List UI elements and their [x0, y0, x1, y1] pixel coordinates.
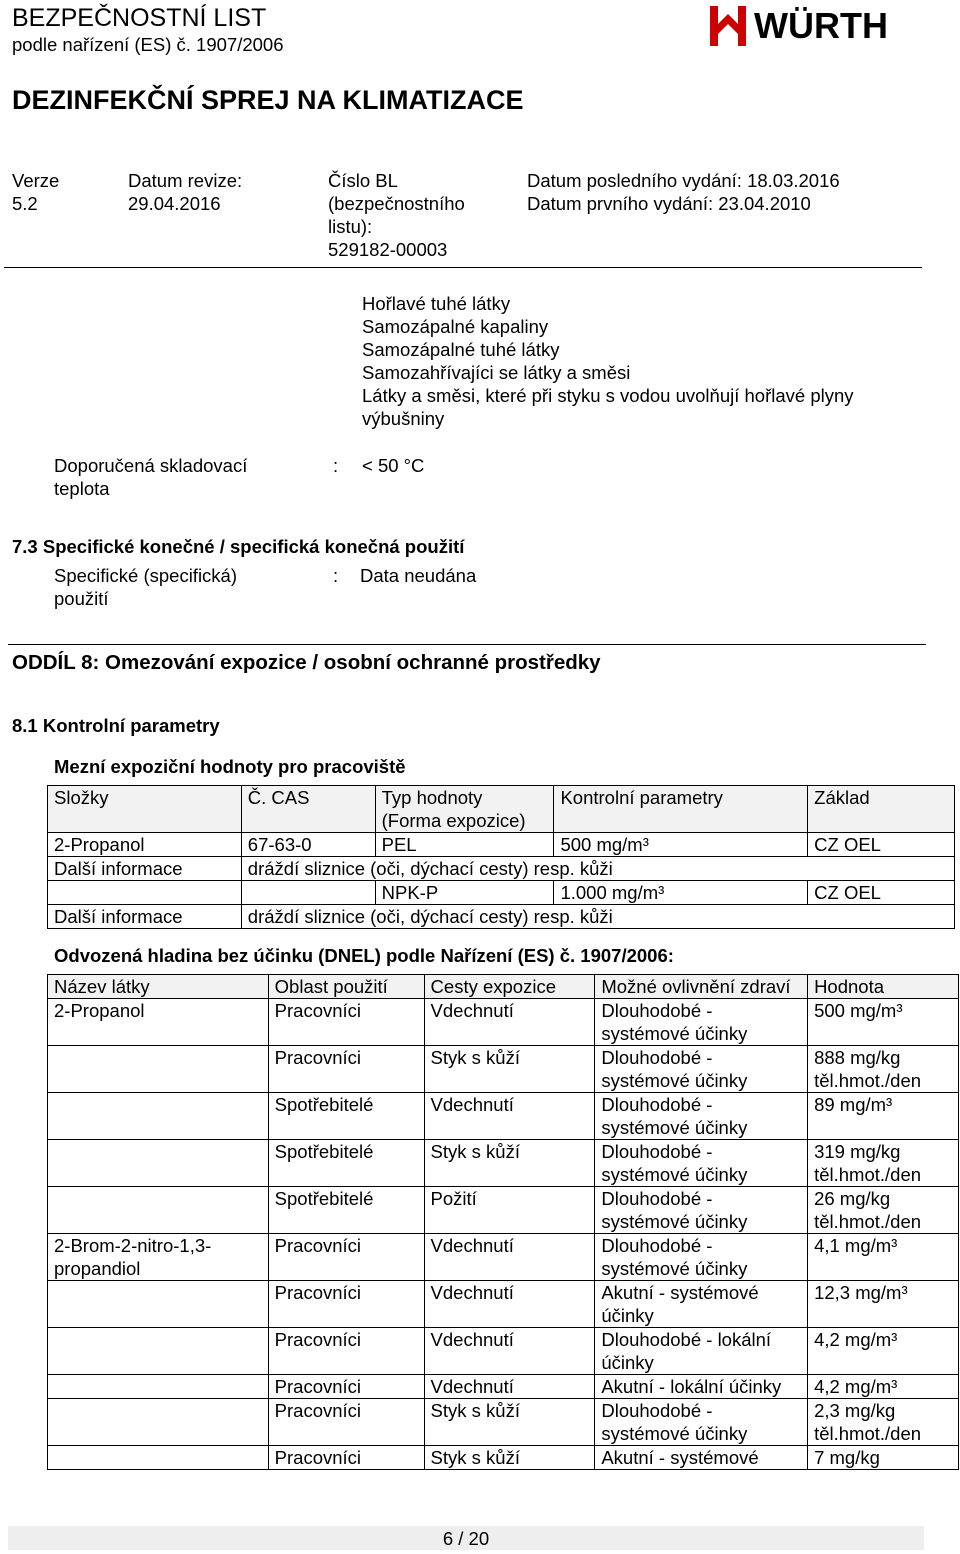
- dnel-body: [48, 999, 959, 1470]
- section-8-heading: ODDÍL 8: Omezování expozice / osobní ochranné prostředky: [12, 651, 601, 674]
- dnel-header-row: [48, 975, 959, 999]
- incompatible-item: Hořlavé tuhé látky: [362, 293, 511, 314]
- dnel-header-use: Oblast použití: [268, 975, 424, 999]
- dnel-route: Styk s kůží: [424, 1399, 595, 1446]
- revision-block: [128, 169, 242, 215]
- sds-number-line: (bezpečnostního: [328, 193, 465, 214]
- specific-use-label: [54, 564, 237, 610]
- dnel-route: Požití: [424, 1187, 595, 1234]
- dnel-substance: [48, 1187, 269, 1234]
- page-number: 6 / 20: [442, 1528, 490, 1549]
- dnel-value: 4,1 mg/m³: [808, 1234, 959, 1281]
- storage-temp-label-line: Doporučená skladovací: [54, 455, 248, 476]
- dnel-effect: Dlouhodobé - systémové účinky: [595, 1234, 808, 1281]
- dnel-row: [48, 999, 959, 1046]
- header-divider: [4, 267, 922, 268]
- dnel-substance: [48, 1140, 269, 1187]
- dnel-use: Pracovníci: [268, 1446, 424, 1470]
- dnel-value: 4,2 mg/m³: [808, 1328, 959, 1375]
- incompatible-item: Samozahřívajíci se látky a směsi: [362, 362, 631, 383]
- oel-cas: [241, 881, 375, 905]
- dnel-substance: [48, 1281, 269, 1328]
- dnel-effect: Dlouhodobé - systémové účinky: [595, 1093, 808, 1140]
- dnel-value: 888 mg/kg těl.hmot./den: [808, 1046, 959, 1093]
- dnel-substance: 2-Brom-2-nitro-1,3-propandiol: [48, 1234, 269, 1281]
- dnel-substance: [48, 1399, 269, 1446]
- storage-temp-label-line: teplota: [54, 478, 110, 499]
- incompatible-materials-list: [362, 292, 854, 430]
- dnel-value: 7 mg/kg: [808, 1446, 959, 1470]
- dnel-use: Pracovníci: [268, 1046, 424, 1093]
- dnel-effect: Dlouhodobé - systémové účinky: [595, 1140, 808, 1187]
- oel-type: PEL: [375, 833, 554, 857]
- product-name: DEZINFEKČNÍ SPREJ NA KLIMATIZACE: [12, 85, 524, 115]
- oel-row: [48, 833, 955, 857]
- oel-type: NPK-P: [375, 881, 554, 905]
- dnel-route: Vdechnutí: [424, 999, 595, 1046]
- dnel-substance: [48, 1328, 269, 1375]
- dnel-row: [48, 1399, 959, 1446]
- incompatible-item: Samozápalné tuhé látky: [362, 339, 560, 360]
- dnel-row: [48, 1187, 959, 1234]
- oel-cas: 67-63-0: [241, 833, 375, 857]
- last-issue-date: Datum posledního vydání: 18.03.2016: [527, 170, 840, 191]
- dnel-header-effect: Možné ovlivnění zdraví: [595, 975, 808, 999]
- oel-info-row: [48, 857, 955, 881]
- storage-temp-label: [54, 454, 247, 500]
- dnel-row: [48, 1234, 959, 1281]
- dnel-effect: Dlouhodobé - lokální účinky: [595, 1328, 808, 1375]
- dnel-value: 26 mg/kg těl.hmot./den: [808, 1187, 959, 1234]
- dnel-route: Styk s kůží: [424, 1446, 595, 1470]
- dnel-use: Spotřebitelé: [268, 1093, 424, 1140]
- dnel-heading: Odvozená hladina bez účinku (DNEL) podle Nařízení (ES) č. 1907/2006:: [54, 945, 674, 966]
- dnel-route: Vdechnutí: [424, 1375, 595, 1399]
- storage-temp-colon: :: [333, 455, 339, 476]
- dnel-effect: Dlouhodobé - systémové účinky: [595, 1399, 808, 1446]
- specific-use-colon: :: [333, 565, 339, 586]
- oel-component: 2-Propanol: [48, 833, 242, 857]
- oel-info-row: [48, 905, 955, 929]
- oel-info-text: dráždí sliznice (oči, dýchací cesty) resp. kůži: [241, 857, 954, 881]
- dnel-row: [48, 1446, 959, 1470]
- specific-use-label-line: použití: [54, 588, 109, 609]
- issue-dates-block: [527, 169, 840, 215]
- first-issue-date: Datum prvního vydání: 23.04.2010: [527, 193, 811, 214]
- dnel-route: Vdechnutí: [424, 1234, 595, 1281]
- dnel-substance: [48, 1446, 269, 1470]
- oel-header-basis: Základ: [808, 786, 955, 833]
- document-subtitle: podle nařízení (ES) č. 1907/2006: [12, 34, 284, 55]
- version-block: [12, 169, 59, 215]
- dnel-route: Vdechnutí: [424, 1093, 595, 1140]
- dnel-effect: Akutní - systémové účinky: [595, 1281, 808, 1328]
- incompatible-item: Samozápalné kapaliny: [362, 316, 549, 337]
- oel-info-label: Další informace: [48, 905, 242, 929]
- oel-header-type-line: Typ hodnoty: [381, 787, 483, 808]
- dnel-effect: Dlouhodobé - systémové účinky: [595, 999, 808, 1046]
- dnel-route: Vdechnutí: [424, 1328, 595, 1375]
- wurth-logo-text: WÜRTH: [754, 5, 888, 46]
- dnel-use: Pracovníci: [268, 999, 424, 1046]
- version-label: Verze: [12, 170, 60, 191]
- dnel-effect: Dlouhodobé - systémové účinky: [595, 1187, 808, 1234]
- sds-number-block: [328, 169, 465, 261]
- sds-number-line: Číslo BL: [328, 170, 398, 191]
- storage-temp-value: < 50 °C: [362, 455, 425, 476]
- section-8-1-heading: 8.1 Kontrolní parametry: [12, 715, 220, 736]
- wurth-logo-mark: [710, 6, 746, 46]
- dnel-route: Vdechnutí: [424, 1281, 595, 1328]
- dnel-substance: [48, 1375, 269, 1399]
- oel-table: [47, 785, 955, 929]
- version-value: 5.2: [12, 193, 38, 214]
- dnel-row: [48, 1093, 959, 1140]
- dnel-row: [48, 1375, 959, 1399]
- dnel-value: 4,2 mg/m³: [808, 1375, 959, 1399]
- dnel-header-value: Hodnota: [808, 975, 959, 999]
- incompatible-item: výbušniny: [362, 408, 445, 429]
- section-divider: [8, 644, 926, 645]
- oel-header-type-line: (Forma expozice): [381, 810, 526, 831]
- oel-header-type: [375, 786, 554, 833]
- dnel-use: Pracovníci: [268, 1375, 424, 1399]
- dnel-row: [48, 1046, 959, 1093]
- dnel-table: [47, 974, 959, 1470]
- dnel-use: Pracovníci: [268, 1399, 424, 1446]
- specific-use-value: Data neudána: [360, 565, 477, 586]
- oel-basis: CZ OEL: [808, 881, 955, 905]
- dnel-use: Spotřebitelé: [268, 1140, 424, 1187]
- dnel-value: 319 mg/kg těl.hmot./den: [808, 1140, 959, 1187]
- oel-component: [48, 881, 242, 905]
- dnel-row: [48, 1281, 959, 1328]
- dnel-effect: Akutní - lokální účinky: [595, 1375, 808, 1399]
- oel-header-cas: Č. CAS: [241, 786, 375, 833]
- oel-info-text: dráždí sliznice (oči, dýchací cesty) resp. kůži: [241, 905, 954, 929]
- dnel-substance: [48, 1046, 269, 1093]
- dnel-value: 500 mg/m³: [808, 999, 959, 1046]
- oel-header-params: Kontrolní parametry: [554, 786, 808, 833]
- dnel-use: Pracovníci: [268, 1234, 424, 1281]
- revision-value: 29.04.2016: [128, 193, 221, 214]
- specific-use-label-line: Specifické (specifická): [54, 565, 238, 586]
- dnel-effect: Dlouhodobé - systémové účinky: [595, 1046, 808, 1093]
- dnel-header-substance: Název látky: [48, 975, 269, 999]
- oel-value: 1.000 mg/m³: [554, 881, 808, 905]
- oel-heading: Mezní expoziční hodnoty pro pracoviště: [54, 756, 406, 777]
- sds-number-line: listu):: [328, 216, 373, 237]
- sds-number-value: 529182-00003: [328, 239, 448, 260]
- dnel-row: [48, 1140, 959, 1187]
- oel-info-label: Další informace: [48, 857, 242, 881]
- dnel-route: Styk s kůží: [424, 1046, 595, 1093]
- dnel-value: 89 mg/m³: [808, 1093, 959, 1140]
- section-7-3-heading: 7.3 Specifické konečné / specifická konečná použití: [12, 536, 465, 557]
- dnel-effect: Akutní - systémové: [595, 1446, 808, 1470]
- oel-header-row: [48, 786, 955, 833]
- dnel-use: Pracovníci: [268, 1281, 424, 1328]
- oel-row: [48, 881, 955, 905]
- dnel-use: Pracovníci: [268, 1328, 424, 1375]
- document-title: BEZPEČNOSTNÍ LIST: [12, 4, 267, 32]
- dnel-substance: 2-Propanol: [48, 999, 269, 1046]
- oel-header-components: Složky: [48, 786, 242, 833]
- oel-value: 500 mg/m³: [554, 833, 808, 857]
- incompatible-item: Látky a směsi, které při styku s vodou uvolňují hořlavé plyny: [362, 385, 854, 406]
- dnel-route: Styk s kůží: [424, 1140, 595, 1187]
- dnel-header-route: Cesty expozice: [424, 975, 595, 999]
- dnel-use: Spotřebitelé: [268, 1187, 424, 1234]
- wurth-logo: [708, 2, 924, 48]
- dnel-value: 2,3 mg/kg těl.hmot./den: [808, 1399, 959, 1446]
- dnel-row: [48, 1328, 959, 1375]
- dnel-substance: [48, 1093, 269, 1140]
- revision-label: Datum revize:: [128, 170, 243, 191]
- oel-basis: CZ OEL: [808, 833, 955, 857]
- dnel-value: 12,3 mg/m³: [808, 1281, 959, 1328]
